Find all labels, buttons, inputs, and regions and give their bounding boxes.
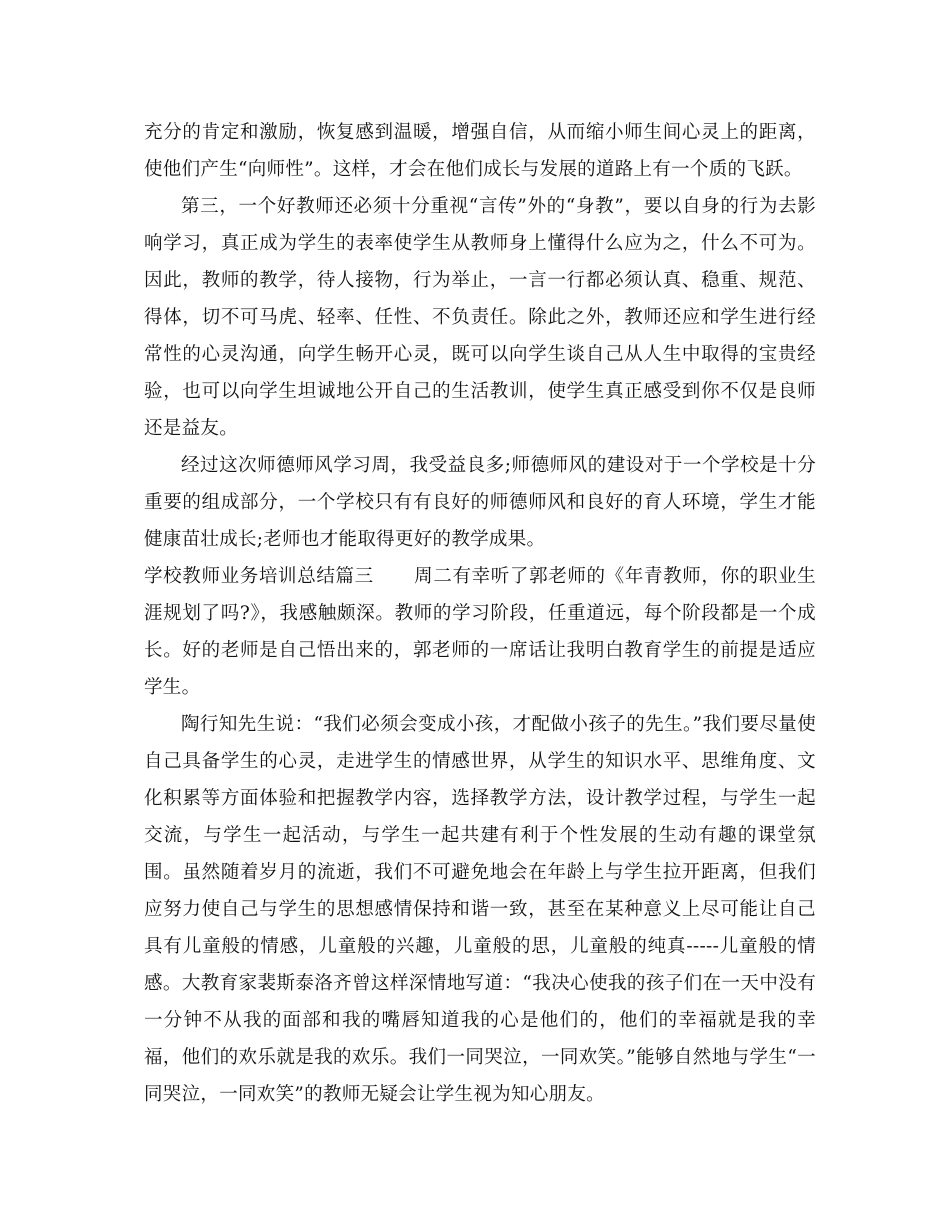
section-title: 学校教师业务培训总结篇三 [144, 566, 374, 587]
paragraph-3: 经过这次师德师风学习周，我受益良多;师德师风的建设对于一个学校是十分重要的组成部分，一个学校只有有良好的师德师风和良好的育人环境，学生才能健康苗壮成长;老师也才能取得更好的教学成果。 [144, 455, 816, 550]
document-body [144, 114, 816, 1113]
section-intro-text: 周二有幸听了郭老师的《年青教师，你的职业生涯规划了吗?》，我感触颇深。教师的学习阶段，任重道远，每个阶段都是一个成长。好的老师是自己悟出来的，郭老师的一席话让我明白教育学生的前提是适应学生。 [144, 566, 816, 698]
paragraph-1: 充分的肯定和激励，恢复感到温暖，增强自信，从而缩小师生间心灵上的距离，使他们产生“向师性”。这样，才会在他们成长与发展的道路上有一个质的飞跃。 [144, 122, 816, 180]
paragraph-2: 第三，一个好教师还必须十分重视“言传”外的“身教”，要以自身的行为去影响学习，真正成为学生的表率使学生从教师身上懂得什么应为之，什么不可为。因此，教师的教学，待人接物，行为举止，一言一行都必须认真、稳重、规范、得体，切不可马虎、轻率、任性、不负责任。除此之外，教师还应和学生进行经常性的心灵沟通，向学生畅开心灵，既可以向学生谈自己从人生中取得的宝贵经验，也可以向学生坦诚地公开自己的生活教训，使学生真正感受到你不仅是良师还是益友。 [144, 196, 816, 439]
section-paragraph [144, 558, 816, 706]
paragraph-5: 陶行知先生说：“我们必须会变成小孩，才配做小孩子的先生。”我们要尽量使自己具备学生的心灵，走进学生的情感世界，从学生的知识水平、思维角度、文化积累等方面体验和把握教学内容，选择教学方法，设计教学过程，与学生一起交流，与学生一起活动，与学生一起共建有利于个性发展的生动有趣的课堂氛围。虽然随着岁月的流逝，我们不可避免地会在年龄上与学生拉开距离，但我们应努力使自己与学生的思想感情保持和谐一致，甚至在某种意义上尽可能让自己具有儿童般的情感，儿童般的兴趣，儿童般的思，儿童般的纯真-----儿童般的情感。大教育家裴斯泰洛齐曾这样深情地写道：“我决心使我的孩子们在一天中没有一分钟不从我的面部和我的嘴唇知道我的心是他们的，他们的幸福就是我的幸福，他们的欢乐就是我的欢乐。我们一同哭泣，一同欢笑。”能够自然地与学生“一同哭泣，一同欢笑”的教师无疑会让学生视为知心朋友。 [144, 714, 816, 1105]
